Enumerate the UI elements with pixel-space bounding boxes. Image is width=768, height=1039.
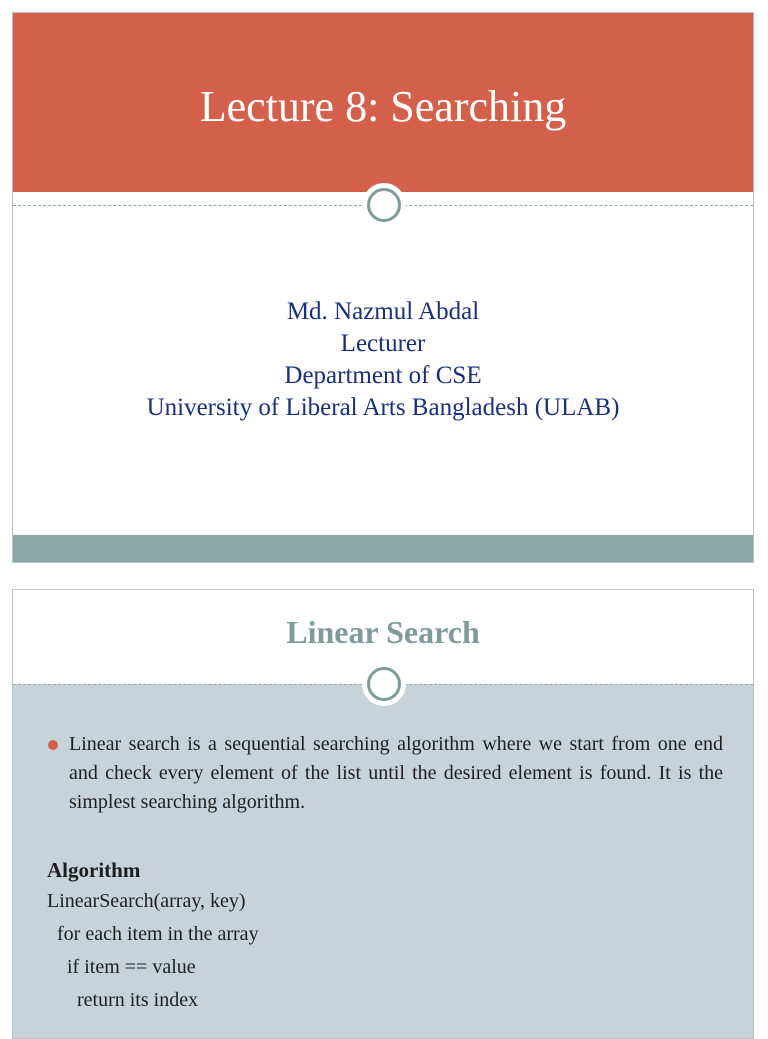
ring-icon	[362, 183, 406, 227]
author-block	[13, 296, 753, 424]
author-university: University of Liberal Arts Bangladesh (ULAB)	[146, 394, 620, 421]
bullet-item	[47, 730, 723, 817]
author-department: Department of CSE	[284, 362, 482, 389]
linear-search-slide	[12, 589, 754, 1039]
code-line: if item == value	[47, 956, 196, 978]
lecture-title: Lecture 8: Searching	[199, 82, 567, 131]
slide-title: Linear Search	[286, 614, 480, 650]
title-band	[13, 13, 753, 192]
code-line: LinearSearch(array, key)	[47, 890, 246, 912]
title-slide	[12, 12, 754, 563]
bullet-dot-icon	[48, 740, 58, 750]
bullet-text: Linear search is a sequential searching algorithm where we start from one end and check every element of the list until the desired element is found. It is the simplest searching algorithm.	[69, 733, 723, 813]
author-name: Md. Nazmul Abdal	[286, 298, 480, 325]
author-role: Lecturer	[340, 330, 426, 357]
footer-band	[13, 535, 753, 562]
ring-icon	[362, 662, 406, 706]
code-line: return its index	[47, 989, 199, 1011]
algorithm-heading: Algorithm	[47, 858, 141, 882]
code-line: for each item in the array	[47, 923, 259, 945]
slide-body	[47, 730, 723, 1017]
